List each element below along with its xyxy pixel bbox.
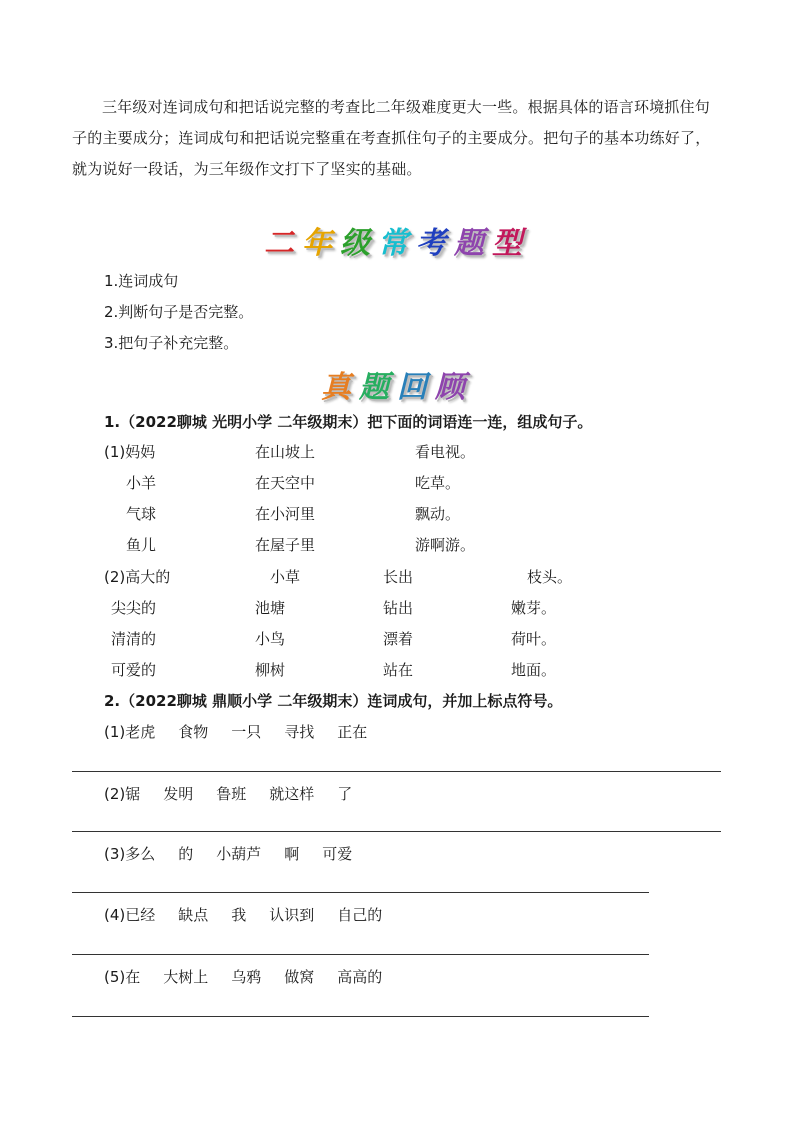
answer-line[interactable]	[72, 954, 649, 955]
matching-word: 可爱的	[111, 661, 157, 679]
word-fragment: 啊	[284, 845, 300, 863]
heading-character: 题	[454, 226, 492, 261]
matching-word: 游啊游。	[415, 536, 476, 554]
matching-word: 荷叶。	[511, 630, 557, 648]
answer-line[interactable]	[72, 831, 721, 832]
matching-word: 小羊	[126, 474, 157, 492]
matching-word: 小草	[270, 568, 301, 586]
word-fragment: 发明	[163, 785, 194, 803]
matching-word: 看电视。	[415, 443, 476, 461]
matching-word: 池塘	[255, 599, 286, 617]
matching-word: 飘动。	[415, 505, 461, 523]
word-fragment: (2)锯	[104, 785, 141, 803]
word-fragment: 了	[337, 785, 353, 803]
matching-word: 在屋子里	[255, 536, 316, 554]
question-type-item: 3.把句子补充完整。	[104, 334, 239, 352]
matching-word: 鱼儿	[126, 536, 157, 554]
heading-character: 回	[397, 370, 435, 405]
word-fragment: (1)老虎	[104, 723, 156, 741]
word-fragment: (3)多么	[104, 845, 156, 863]
answer-line[interactable]	[72, 771, 721, 772]
matching-word: 钻出	[383, 599, 414, 617]
question-type-item: 2.判断句子是否完整。	[104, 303, 254, 321]
matching-word: (1)妈妈	[104, 443, 156, 461]
matching-word: 长出	[383, 568, 414, 586]
word-fragment: 自己的	[337, 906, 383, 924]
intro-text: 三年级对连词成句和把话说完整的考查比二年级难度更大一些。根据具体的语言环境抓住句子的主要成分；连词成句和把话说完整重在考查抓住句子的主要成分。把句子的基本功练好了，就为说好一段话，为三年级作文打下了坚实的基础。	[72, 98, 711, 178]
matching-word: (2)高大的	[104, 568, 171, 586]
heading-character: 考	[416, 226, 454, 261]
matching-word: 地面。	[511, 661, 557, 679]
answer-line[interactable]	[72, 1016, 649, 1017]
matching-word: 在天空中	[255, 474, 316, 492]
word-fragment-set	[104, 842, 375, 866]
word-fragment: 的	[178, 845, 194, 863]
word-fragment-set	[104, 720, 390, 744]
word-fragment: 我	[231, 906, 247, 924]
matching-word: 漂着	[383, 630, 414, 648]
word-fragment: 食物	[178, 723, 209, 741]
heading-character: 二	[264, 226, 302, 261]
matching-word: 在山坡上	[255, 443, 316, 461]
heading-character: 常	[378, 226, 416, 261]
matching-word: 清清的	[111, 630, 157, 648]
matching-word: 尖尖的	[111, 599, 157, 617]
word-fragment: 就这样	[269, 785, 315, 803]
matching-word: 气球	[126, 505, 157, 523]
matching-word: 站在	[383, 661, 414, 679]
word-fragment: 鲁班	[216, 785, 247, 803]
word-fragment-set	[104, 782, 375, 806]
heading-character: 级	[340, 226, 378, 261]
heading-character: 型	[492, 226, 530, 261]
answer-line[interactable]	[72, 892, 649, 893]
matching-word: 柳树	[255, 661, 286, 679]
heading-past-exam-review	[0, 362, 794, 406]
heading-character: 顾	[435, 370, 473, 405]
heading-character: 真	[321, 370, 359, 405]
matching-word: 吃草。	[415, 474, 461, 492]
word-fragment: (5)在	[104, 968, 141, 986]
intro-paragraph	[72, 92, 724, 185]
word-fragment: 一只	[231, 723, 262, 741]
word-fragment: 认识到	[269, 906, 315, 924]
heading-common-question-types	[0, 218, 794, 262]
heading-character: 年	[302, 226, 340, 261]
word-fragment: 高高的	[337, 968, 383, 986]
matching-word: 嫩芽。	[511, 599, 557, 617]
word-fragment: 大树上	[163, 968, 209, 986]
word-fragment: 缺点	[178, 906, 209, 924]
word-fragment: 乌鸦	[231, 968, 262, 986]
question-2-header: 2.（2022聊城 鼎顺小学 二年级期末）连词成句，并加上标点符号。	[104, 692, 563, 710]
question-type-list	[104, 266, 253, 359]
question-type-item: 1.连词成句	[104, 272, 179, 290]
heading-character: 题	[359, 370, 397, 405]
word-fragment: 寻找	[284, 723, 315, 741]
word-fragment: 做窝	[284, 968, 315, 986]
word-fragment-set	[104, 903, 405, 927]
word-fragment: 可爱	[322, 845, 353, 863]
matching-word: 在小河里	[255, 505, 316, 523]
question-1-header: 1.（2022聊城 光明小学 二年级期末）把下面的词语连一连，组成句子。	[104, 413, 593, 431]
matching-word: 小鸟	[255, 630, 286, 648]
matching-word: 枝头。	[527, 568, 573, 586]
word-fragment: 正在	[337, 723, 368, 741]
word-fragment-set	[104, 965, 405, 989]
word-fragment: (4)已经	[104, 906, 156, 924]
word-fragment: 小葫芦	[216, 845, 262, 863]
